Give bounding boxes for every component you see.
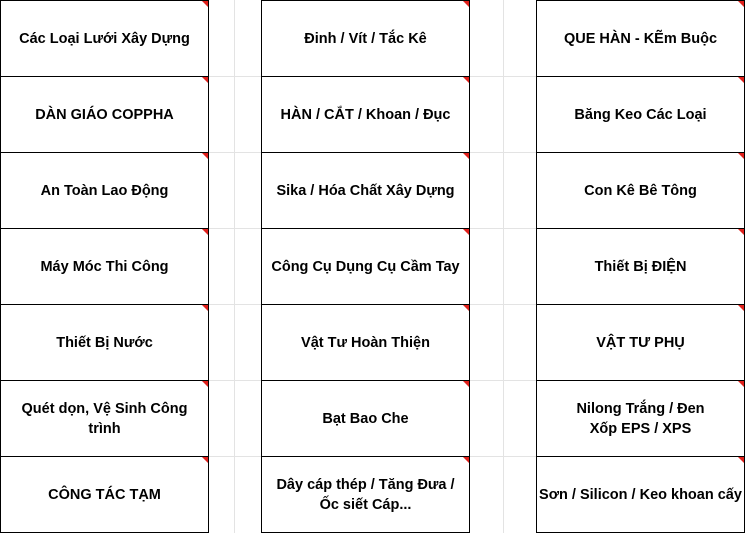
category-cell-may-moc-thi-cong[interactable]	[0, 228, 209, 305]
cell-label: An Toàn Lao Động	[40, 182, 169, 199]
comment-indicator-icon	[738, 153, 744, 159]
cell-label: DÀN GIÁO COPPHA	[35, 106, 174, 123]
category-cell-bang-keo[interactable]	[536, 76, 745, 153]
category-cell-vat-tu-phu[interactable]	[536, 304, 745, 381]
comment-indicator-icon	[738, 1, 744, 7]
category-cell-que-han-kem-buoc[interactable]	[536, 0, 745, 77]
cell-label: Sika / Hóa Chất Xây Dựng	[276, 182, 455, 199]
category-cell-son-silicon-keo[interactable]	[536, 456, 745, 533]
comment-indicator-icon	[463, 77, 469, 83]
category-cell-thiet-bi-dien[interactable]	[536, 228, 745, 305]
cell-label: QUE HÀN - KẼm Buộc	[563, 30, 718, 47]
cell-label: Công Cụ Dụng Cụ Cầm Tay	[271, 258, 460, 275]
category-cell-dinh-vit-tac-ke[interactable]	[261, 0, 470, 77]
cell-label: Các Loại Lưới Xây Dựng	[19, 30, 190, 47]
comment-indicator-icon	[738, 229, 744, 235]
comment-indicator-icon	[738, 381, 744, 387]
category-cell-vat-tu-hoan-thien[interactable]	[261, 304, 470, 381]
cell-label: VẬT TƯ PHỤ	[596, 334, 685, 351]
category-cell-quet-don-ve-sinh[interactable]	[0, 380, 209, 457]
category-cell-con-ke-be-tong[interactable]	[536, 152, 745, 229]
category-cell-sika-hoa-chat[interactable]	[261, 152, 470, 229]
comment-indicator-icon	[202, 229, 208, 235]
category-cell-bat-bao-che[interactable]	[261, 380, 470, 457]
cell-label: Thiết Bị Nước	[56, 334, 153, 351]
category-cell-luoi-xay-dung[interactable]	[0, 0, 209, 77]
comment-indicator-icon	[738, 305, 744, 311]
category-cell-an-toan-lao-dong[interactable]	[0, 152, 209, 229]
category-cell-cong-cu-dung-cu[interactable]	[261, 228, 470, 305]
cell-label: Băng Keo Các Loại	[574, 106, 707, 123]
cell-label: Máy Móc Thi Công	[40, 258, 169, 275]
cell-label: Dây cáp thép / Tăng Đưa / Ốc siết Cáp...	[276, 476, 455, 513]
cell-label: Con Kê Bê Tông	[584, 182, 697, 199]
cell-label: Quét dọn, Vệ Sinh Công trình	[21, 400, 188, 437]
cell-label: CÔNG TÁC TẠM	[48, 486, 161, 503]
comment-indicator-icon	[738, 77, 744, 83]
comment-indicator-icon	[463, 1, 469, 7]
comment-indicator-icon	[463, 229, 469, 235]
comment-indicator-icon	[202, 1, 208, 7]
comment-indicator-icon	[202, 457, 208, 463]
category-cell-han-cat-khoan-duc[interactable]	[261, 76, 470, 153]
category-cell-dan-giao-coppha[interactable]	[0, 76, 209, 153]
comment-indicator-icon	[463, 457, 469, 463]
gridline	[503, 0, 504, 533]
cell-label: Thiết Bị ĐIỆN	[594, 258, 687, 275]
cell-label: Nilong Trắng / Đen Xốp EPS / XPS	[576, 400, 705, 437]
category-cell-day-cap-thep[interactable]	[261, 456, 470, 533]
cell-label: Vật Tư Hoàn Thiện	[301, 334, 430, 351]
cell-label: HÀN / CẮT / Khoan / Đục	[280, 106, 451, 123]
cell-label: Bạt Bao Che	[322, 410, 409, 427]
cell-label: Đinh / Vít / Tắc Kê	[304, 30, 427, 47]
cell-label: Sơn / Silicon / Keo khoan cấy	[539, 486, 742, 503]
comment-indicator-icon	[202, 381, 208, 387]
comment-indicator-icon	[202, 305, 208, 311]
comment-indicator-icon	[202, 153, 208, 159]
category-cell-cong-tac-tam[interactable]	[0, 456, 209, 533]
comment-indicator-icon	[463, 153, 469, 159]
comment-indicator-icon	[202, 77, 208, 83]
category-cell-thiet-bi-nuoc[interactable]	[0, 304, 209, 381]
comment-indicator-icon	[463, 381, 469, 387]
comment-indicator-icon	[738, 457, 744, 463]
comment-indicator-icon	[463, 305, 469, 311]
gridline	[234, 0, 235, 533]
category-cell-nilong-xop[interactable]	[536, 380, 745, 457]
